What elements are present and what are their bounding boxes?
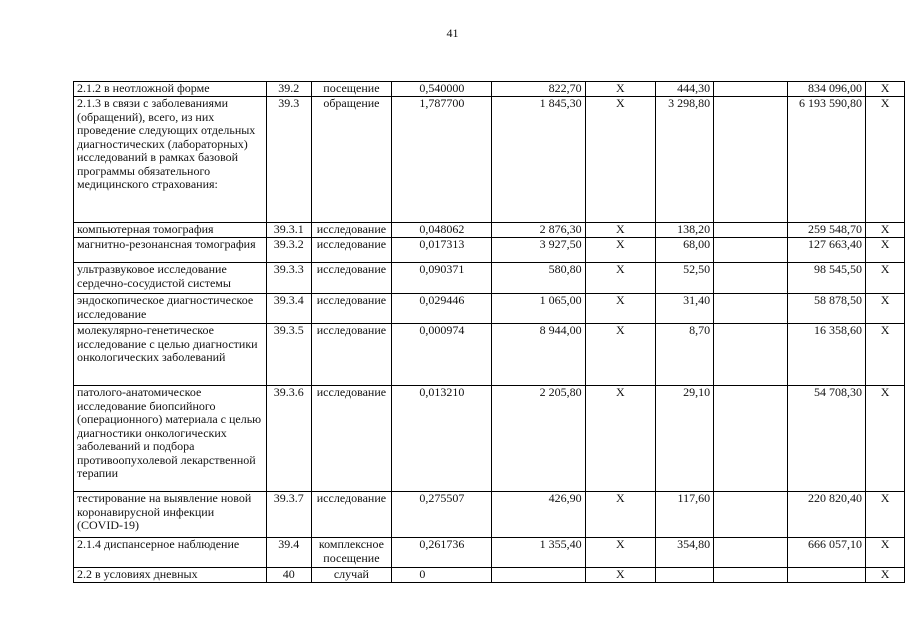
row-cost-cell: 426,90 bbox=[492, 492, 585, 538]
row-x-cell: Х bbox=[866, 294, 905, 324]
row-cost-cell: 2 205,80 bbox=[492, 386, 585, 492]
row-x-cell: Х bbox=[866, 97, 905, 223]
row-unit-cell: исследование bbox=[311, 263, 392, 294]
row-x-cell: Х bbox=[866, 538, 905, 568]
table-row bbox=[74, 294, 905, 324]
row-norm-cell: 1,787700 bbox=[392, 97, 492, 223]
row-cost-cell bbox=[492, 568, 585, 583]
row-code-cell: 39.3 bbox=[266, 97, 311, 223]
row-x-cell: Х bbox=[585, 238, 655, 263]
row-code-cell: 39.3.6 bbox=[266, 386, 311, 492]
row-empty-cell bbox=[714, 263, 788, 294]
row-unit-cell: исследование bbox=[311, 386, 392, 492]
row-total-cell: 6 193 590,80 bbox=[787, 97, 865, 223]
row-code-cell: 39.4 bbox=[266, 538, 311, 568]
row-cost-cell: 1 065,00 bbox=[492, 294, 585, 324]
row-x-cell: Х bbox=[866, 263, 905, 294]
row-total-cell: 127 663,40 bbox=[787, 238, 865, 263]
row-empty-cell bbox=[714, 223, 788, 238]
row-norm-cell: 0,261736 bbox=[392, 538, 492, 568]
row-x-cell: Х bbox=[585, 223, 655, 238]
row-name-cell: 2.1.2 в неотложной форме bbox=[74, 82, 267, 97]
row-norm-cell: 0 bbox=[392, 568, 492, 583]
row-empty-cell bbox=[714, 568, 788, 583]
row-code-cell: 39.3.4 bbox=[266, 294, 311, 324]
row-unit-cell: случай bbox=[311, 568, 392, 583]
row-total-cell: 220 820,40 bbox=[787, 492, 865, 538]
row-cost-cell: 580,80 bbox=[492, 263, 585, 294]
row-total-cell: 58 878,50 bbox=[787, 294, 865, 324]
row-cost-cell: 3 927,50 bbox=[492, 238, 585, 263]
row-norm-cell: 0,540000 bbox=[392, 82, 492, 97]
row-total-cell: 16 358,60 bbox=[787, 324, 865, 386]
row-total-cell: 98 545,50 bbox=[787, 263, 865, 294]
row-x-cell: Х bbox=[866, 82, 905, 97]
row-x-cell: Х bbox=[866, 238, 905, 263]
row-x-cell: Х bbox=[866, 324, 905, 386]
row-total-cell: 834 096,00 bbox=[787, 82, 865, 97]
row-norm-cell: 0,000974 bbox=[392, 324, 492, 386]
row-value-cell: 354,80 bbox=[655, 538, 713, 568]
row-value-cell: 68,00 bbox=[655, 238, 713, 263]
table-row bbox=[74, 538, 905, 568]
table-row bbox=[74, 263, 905, 294]
row-value-cell: 138,20 bbox=[655, 223, 713, 238]
row-x-cell: Х bbox=[866, 386, 905, 492]
row-name-cell: тестирование на выявление новой коронавирусной инфекции (COVID-19) bbox=[74, 492, 267, 538]
table-row bbox=[74, 386, 905, 492]
row-x-cell: Х bbox=[866, 223, 905, 238]
row-norm-cell: 0,090371 bbox=[392, 263, 492, 294]
row-x-cell: Х bbox=[866, 492, 905, 538]
row-value-cell: 31,40 bbox=[655, 294, 713, 324]
row-x-cell: Х bbox=[585, 538, 655, 568]
row-total-cell: 54 708,30 bbox=[787, 386, 865, 492]
row-x-cell: Х bbox=[585, 492, 655, 538]
row-code-cell: 39.3.3 bbox=[266, 263, 311, 294]
row-total-cell: 666 057,10 bbox=[787, 538, 865, 568]
row-x-cell: Х bbox=[585, 263, 655, 294]
row-value-cell bbox=[655, 568, 713, 583]
row-norm-cell: 0,029446 bbox=[392, 294, 492, 324]
row-empty-cell bbox=[714, 324, 788, 386]
row-unit-cell: исследование bbox=[311, 324, 392, 386]
row-cost-cell: 822,70 bbox=[492, 82, 585, 97]
table-row bbox=[74, 568, 905, 583]
row-total-cell bbox=[787, 568, 865, 583]
row-unit-cell: посещение bbox=[311, 82, 392, 97]
row-code-cell: 39.3.1 bbox=[266, 223, 311, 238]
row-total-cell: 259 548,70 bbox=[787, 223, 865, 238]
row-code-cell: 39.3.5 bbox=[266, 324, 311, 386]
table-row bbox=[74, 324, 905, 386]
row-norm-cell: 0,275507 bbox=[392, 492, 492, 538]
row-x-cell: Х bbox=[585, 386, 655, 492]
row-x-cell: Х bbox=[866, 568, 905, 583]
row-unit-cell: комплексное посещение bbox=[311, 538, 392, 568]
table-row bbox=[74, 223, 905, 238]
row-name-cell: магнитно-резонансная томография bbox=[74, 238, 267, 263]
row-x-cell: Х bbox=[585, 568, 655, 583]
row-code-cell: 39.3.7 bbox=[266, 492, 311, 538]
row-norm-cell: 0,048062 bbox=[392, 223, 492, 238]
row-name-cell: ультразвуковое исследование сердечно-сосудистой системы bbox=[74, 263, 267, 294]
row-cost-cell: 2 876,30 bbox=[492, 223, 585, 238]
row-value-cell: 117,60 bbox=[655, 492, 713, 538]
row-name-cell: 2.1.3 в связи с заболеваниями (обращений), всего, из них проведение следующих отдельных диагностических (лабораторных) исследований в рамках базовой программы обязательного медицинского страхования: bbox=[74, 97, 267, 223]
row-empty-cell bbox=[714, 386, 788, 492]
row-code-cell: 39.3.2 bbox=[266, 238, 311, 263]
row-unit-cell: исследование bbox=[311, 223, 392, 238]
row-empty-cell bbox=[714, 538, 788, 568]
row-value-cell: 52,50 bbox=[655, 263, 713, 294]
row-x-cell: Х bbox=[585, 82, 655, 97]
row-empty-cell bbox=[714, 294, 788, 324]
row-x-cell: Х bbox=[585, 324, 655, 386]
table-row bbox=[74, 82, 905, 97]
row-code-cell: 39.2 bbox=[266, 82, 311, 97]
row-name-cell: 2.2 в условиях дневных bbox=[74, 568, 267, 583]
data-table bbox=[73, 81, 905, 583]
row-empty-cell bbox=[714, 82, 788, 97]
table-row bbox=[74, 492, 905, 538]
row-name-cell: патолого-анатомическое исследование биопсийного (операционного) материала с целью диагностики онкологических заболеваний и подбора противоопухолевой лекарственной терапии bbox=[74, 386, 267, 492]
page-number: 41 bbox=[446, 26, 459, 40]
row-cost-cell: 1 355,40 bbox=[492, 538, 585, 568]
row-code-cell: 40 bbox=[266, 568, 311, 583]
row-name-cell: компьютерная томография bbox=[74, 223, 267, 238]
row-unit-cell: обращение bbox=[311, 97, 392, 223]
row-x-cell: Х bbox=[585, 97, 655, 223]
row-cost-cell: 8 944,00 bbox=[492, 324, 585, 386]
row-unit-cell: исследование bbox=[311, 294, 392, 324]
row-value-cell: 8,70 bbox=[655, 324, 713, 386]
row-unit-cell: исследование bbox=[311, 238, 392, 263]
row-value-cell: 3 298,80 bbox=[655, 97, 713, 223]
table-row bbox=[74, 238, 905, 263]
row-empty-cell bbox=[714, 97, 788, 223]
row-norm-cell: 0,013210 bbox=[392, 386, 492, 492]
row-name-cell: 2.1.4 диспансерное наблюдение bbox=[74, 538, 267, 568]
row-name-cell: эндоскопическое диагностическое исследование bbox=[74, 294, 267, 324]
row-norm-cell: 0,017313 bbox=[392, 238, 492, 263]
row-empty-cell bbox=[714, 238, 788, 263]
row-cost-cell: 1 845,30 bbox=[492, 97, 585, 223]
row-empty-cell bbox=[714, 492, 788, 538]
row-value-cell: 29,10 bbox=[655, 386, 713, 492]
row-unit-cell: исследование bbox=[311, 492, 392, 538]
row-x-cell: Х bbox=[585, 294, 655, 324]
row-name-cell: молекулярно-генетическое исследование с целью диагностики онкологических заболеваний bbox=[74, 324, 267, 386]
row-value-cell: 444,30 bbox=[655, 82, 713, 97]
table-row bbox=[74, 97, 905, 223]
